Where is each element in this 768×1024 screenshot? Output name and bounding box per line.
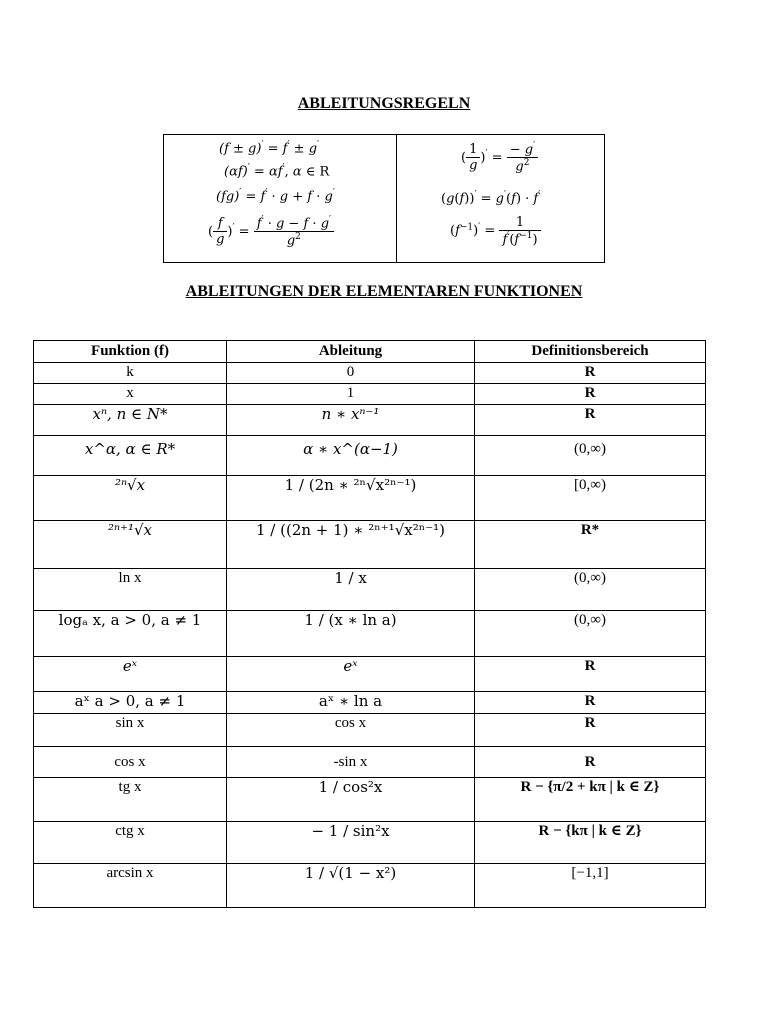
cell-function: logₐ x, a > 0, a ≠ 1 <box>34 611 227 657</box>
cell-function: arcsin x <box>34 864 227 908</box>
cell-domain: [0,∞) <box>475 476 706 521</box>
cell-function: xⁿ, n ∈ N* <box>34 405 227 436</box>
cell-function: tg x <box>34 778 227 822</box>
table-row <box>34 778 706 822</box>
rules-box <box>163 134 605 263</box>
table-row <box>34 405 706 436</box>
header-funktion: Funktion (f) <box>34 341 227 363</box>
cell-domain: (0,∞) <box>475 611 706 657</box>
cell-domain: R <box>475 714 706 747</box>
cell-derivative: n ∗ xⁿ⁻¹ <box>227 405 475 436</box>
rule-product: (fg)′ = f′ · g + f · g′ <box>216 188 335 205</box>
cell-domain: R − {kπ | k ∈ Z} <box>475 822 706 864</box>
table-header-row <box>34 341 706 363</box>
cell-domain: R − {π/2 + kπ | k ∈ Z} <box>475 778 706 822</box>
cell-derivative: -sin x <box>227 747 475 778</box>
cell-function: sin x <box>34 714 227 747</box>
table-row <box>34 611 706 657</box>
rule-inverse: $(f^{-1})'$ = $\frac{1}{f'(f^{-1})}$ <box>450 215 541 247</box>
table-row <box>34 384 706 405</box>
cell-derivative: 1 / √(1 − x²) <box>227 864 475 908</box>
cell-domain: R <box>475 692 706 714</box>
rule-scalar: (αf)′ = αf′, α ∈ R <box>224 163 330 180</box>
cell-domain: R <box>475 405 706 436</box>
rule-chain: (g(f))′ = g′(f) · f′ <box>441 190 541 207</box>
cell-function: cos x <box>34 747 227 778</box>
cell-derivative: 1 / (2n ∗ ²ⁿ√x²ⁿ⁻¹) <box>227 476 475 521</box>
cell-domain: (0,∞) <box>475 569 706 611</box>
cell-derivative: aˣ ∗ ln a <box>227 692 475 714</box>
table-row <box>34 657 706 692</box>
cell-domain: (0,∞) <box>475 436 706 476</box>
cell-function: eˣ <box>34 657 227 692</box>
cell-derivative: cos x <box>227 714 475 747</box>
cell-function: aˣ a > 0, a ≠ 1 <box>34 692 227 714</box>
table-row <box>34 714 706 747</box>
table-row <box>34 363 706 384</box>
cell-derivative: 1 <box>227 384 475 405</box>
cell-function: ctg x <box>34 822 227 864</box>
cell-derivative: 1 / x <box>227 569 475 611</box>
cell-function: x^α, α ∈ R* <box>34 436 227 476</box>
rule-reciprocal: ( $\frac{1}{g}$ )′ = $\frac{- g'}{g^2}$ <box>461 141 538 175</box>
table-row <box>34 864 706 908</box>
table-row <box>34 521 706 569</box>
derivatives-table <box>33 340 706 908</box>
title-ableitungen: ABLEITUNGEN DER ELEMENTAREN FUNKTIONEN <box>185 283 583 300</box>
table-row <box>34 476 706 521</box>
cell-derivative: − 1 / sin²x <box>227 822 475 864</box>
rules-divider <box>396 135 397 262</box>
cell-domain: [−1,1] <box>475 864 706 908</box>
cell-derivative: eˣ <box>227 657 475 692</box>
cell-derivative: 1 / ((2n + 1) ∗ ²ⁿ⁺¹√x²ⁿ⁻¹) <box>227 521 475 569</box>
cell-derivative: α ∗ x^(α−1) <box>227 436 475 476</box>
cell-function: k <box>34 363 227 384</box>
cell-function: x <box>34 384 227 405</box>
cell-domain: R <box>475 747 706 778</box>
cell-domain: R* <box>475 521 706 569</box>
cell-function: ²ⁿ√x <box>34 476 227 521</box>
cell-function: ln x <box>34 569 227 611</box>
title-ableitungsregeln: ABLEITUNGSREGELN <box>297 95 471 112</box>
cell-derivative: 1 / cos²x <box>227 778 475 822</box>
table-row <box>34 692 706 714</box>
rule-quotient: ( $\frac{f}{g}$ )′ = $\frac{f' \cdot g - f \cdot g'}{g^2}$ <box>208 215 334 249</box>
table-row <box>34 822 706 864</box>
header-definitionsbereich: Definitionsbereich <box>475 341 706 363</box>
cell-derivative: 0 <box>227 363 475 384</box>
table-row <box>34 747 706 778</box>
cell-derivative: 1 / (x ∗ ln a) <box>227 611 475 657</box>
table-row <box>34 569 706 611</box>
rule-sum: (f ± g)′ = f′ ± g′ <box>219 140 320 157</box>
cell-domain: R <box>475 363 706 384</box>
table-row <box>34 436 706 476</box>
cell-domain: R <box>475 657 706 692</box>
header-ableitung: Ableitung <box>227 341 475 363</box>
cell-domain: R <box>475 384 706 405</box>
cell-function: ²ⁿ⁺¹√x <box>34 521 227 569</box>
